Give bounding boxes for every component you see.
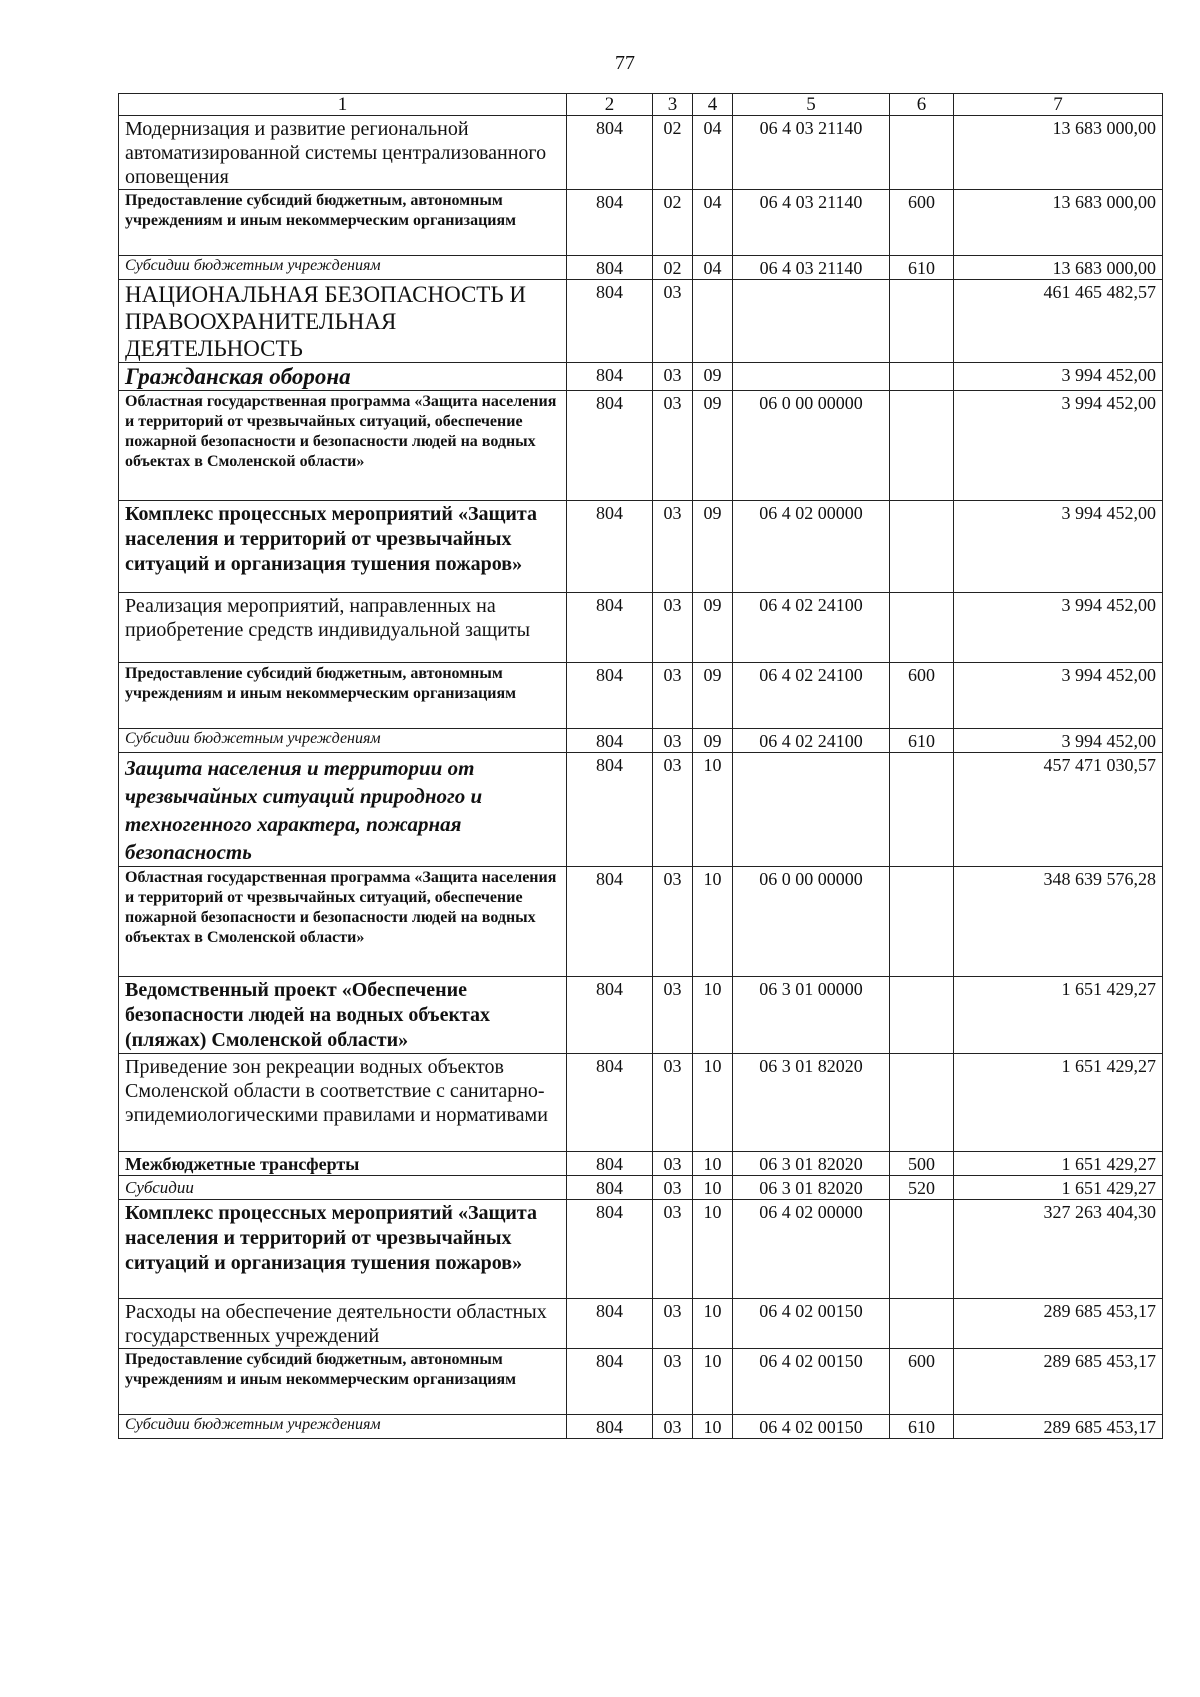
expense-type-code	[890, 977, 954, 1054]
amount: 13 683 000,00	[954, 256, 1163, 280]
table-row	[119, 1349, 1163, 1415]
column-number: 6	[890, 94, 954, 116]
section-code: 02	[653, 190, 693, 256]
section-code: 03	[653, 501, 693, 593]
column-number-row	[119, 94, 1163, 116]
amount: 3 994 452,00	[954, 501, 1163, 593]
table-row	[119, 663, 1163, 729]
target-article-code: 06 3 01 82020	[733, 1152, 890, 1176]
ministry-code: 804	[567, 729, 653, 753]
section-code: 02	[653, 116, 693, 190]
amount: 461 465 482,57	[954, 280, 1163, 363]
expense-type-code	[890, 116, 954, 190]
expense-type-code	[890, 867, 954, 977]
ministry-code: 804	[567, 256, 653, 280]
amount: 13 683 000,00	[954, 190, 1163, 256]
ministry-code: 804	[567, 1299, 653, 1349]
ministry-code: 804	[567, 1200, 653, 1299]
table-row	[119, 1176, 1163, 1200]
amount: 13 683 000,00	[954, 116, 1163, 190]
target-article-code: 06 4 02 24100	[733, 593, 890, 663]
section-code: 03	[653, 363, 693, 391]
table-row	[119, 280, 1163, 363]
table-row	[119, 977, 1163, 1054]
ministry-code: 804	[567, 280, 653, 363]
amount: 3 994 452,00	[954, 363, 1163, 391]
subsection-code: 10	[693, 1415, 733, 1439]
section-code: 03	[653, 593, 693, 663]
subsection-code: 09	[693, 391, 733, 501]
ministry-code: 804	[567, 363, 653, 391]
section-code: 03	[653, 280, 693, 363]
subsection-code: 09	[693, 663, 733, 729]
expense-type-code: 500	[890, 1152, 954, 1176]
row-name: Субсидии бюджетным учреждениям	[119, 1415, 567, 1439]
section-code: 03	[653, 1349, 693, 1415]
amount: 1 651 429,27	[954, 1054, 1163, 1152]
subsection-code: 09	[693, 501, 733, 593]
subsection-code: 10	[693, 867, 733, 977]
expense-type-code: 610	[890, 256, 954, 280]
table-row	[119, 256, 1163, 280]
row-name: Реализация мероприятий, направленных на приобретение средств индивидуальной защиты	[119, 593, 567, 663]
row-name: Модернизация и развитие региональной автоматизированной системы централизованного оповещения	[119, 116, 567, 190]
table-row	[119, 1200, 1163, 1299]
table-row	[119, 1054, 1163, 1152]
subsection-code	[693, 280, 733, 363]
subsection-code: 10	[693, 1152, 733, 1176]
expense-type-code: 520	[890, 1176, 954, 1200]
subsection-code: 10	[693, 1200, 733, 1299]
column-number: 1	[119, 94, 567, 116]
target-article-code: 06 4 02 00000	[733, 1200, 890, 1299]
expense-type-code	[890, 363, 954, 391]
target-article-code: 06 4 03 21140	[733, 190, 890, 256]
target-article-code	[733, 753, 890, 867]
row-name: Комплекс процессных мероприятий «Защита населения и территорий от чрезвычайных ситуаций и организация тушения пожаров»	[119, 501, 567, 593]
subsection-code: 10	[693, 1054, 733, 1152]
row-name: Субсидии	[119, 1176, 567, 1200]
subsection-code: 10	[693, 1349, 733, 1415]
target-article-code: 06 4 02 00150	[733, 1349, 890, 1415]
section-code: 03	[653, 1054, 693, 1152]
ministry-code: 804	[567, 1054, 653, 1152]
ministry-code: 804	[567, 391, 653, 501]
expense-type-code: 610	[890, 1415, 954, 1439]
ministry-code: 804	[567, 753, 653, 867]
row-name: Субсидии бюджетным учреждениям	[119, 729, 567, 753]
ministry-code: 804	[567, 501, 653, 593]
expense-type-code: 600	[890, 663, 954, 729]
target-article-code: 06 0 00 00000	[733, 391, 890, 501]
row-name: Областная государственная программа «Защита населения и территорий от чрезвычайных ситуаций, обеспечение пожарной безопасности и безопасности людей на водных объектах в Смоленской области»	[119, 867, 567, 977]
section-code: 03	[653, 663, 693, 729]
expense-type-code: 610	[890, 729, 954, 753]
expense-type-code: 600	[890, 1349, 954, 1415]
ministry-code: 804	[567, 663, 653, 729]
target-article-code: 06 0 00 00000	[733, 867, 890, 977]
ministry-code: 804	[567, 1152, 653, 1176]
row-name: Областная государственная программа «Защита населения и территорий от чрезвычайных ситуаций, обеспечение пожарной безопасности и безопасности людей на водных объектах в Смоленской области»	[119, 391, 567, 501]
row-name: Комплекс процессных мероприятий «Защита населения и территорий от чрезвычайных ситуаций и организация тушения пожаров»	[119, 1200, 567, 1299]
expense-type-code	[890, 280, 954, 363]
amount: 348 639 576,28	[954, 867, 1163, 977]
target-article-code: 06 4 02 24100	[733, 729, 890, 753]
target-article-code: 06 3 01 82020	[733, 1176, 890, 1200]
ministry-code: 804	[567, 593, 653, 663]
table-row	[119, 391, 1163, 501]
table-row	[119, 593, 1163, 663]
row-name: Предоставление субсидий бюджетным, автономным учреждениям и иным некоммерческим организациям	[119, 663, 567, 729]
ministry-code: 804	[567, 1415, 653, 1439]
row-name: Межбюджетные трансферты	[119, 1152, 567, 1176]
section-code: 03	[653, 1176, 693, 1200]
table-row	[119, 1299, 1163, 1349]
section-code: 03	[653, 977, 693, 1054]
expense-type-code	[890, 1200, 954, 1299]
subsection-code: 04	[693, 116, 733, 190]
ministry-code: 804	[567, 977, 653, 1054]
subsection-code: 09	[693, 363, 733, 391]
table-row	[119, 1152, 1163, 1176]
page-number: 77	[615, 52, 635, 74]
section-code: 03	[653, 391, 693, 501]
target-article-code	[733, 363, 890, 391]
subsection-code: 04	[693, 256, 733, 280]
column-number: 7	[954, 94, 1163, 116]
table-row	[119, 867, 1163, 977]
section-code: 03	[653, 1415, 693, 1439]
target-article-code: 06 4 03 21140	[733, 116, 890, 190]
target-article-code: 06 3 01 00000	[733, 977, 890, 1054]
amount: 3 994 452,00	[954, 663, 1163, 729]
table-row	[119, 753, 1163, 867]
expense-type-code	[890, 753, 954, 867]
target-article-code: 06 4 02 00150	[733, 1415, 890, 1439]
section-code: 03	[653, 753, 693, 867]
section-code: 03	[653, 1152, 693, 1176]
expense-type-code	[890, 1054, 954, 1152]
subsection-code: 09	[693, 729, 733, 753]
row-name: Расходы на обеспечение деятельности областных государственных учреждений	[119, 1299, 567, 1349]
column-number: 3	[653, 94, 693, 116]
subsection-code: 10	[693, 977, 733, 1054]
row-name: Ведомственный проект «Обеспечение безопасности людей на водных объектах (пляжах) Смоленской области»	[119, 977, 567, 1054]
subsection-code: 04	[693, 190, 733, 256]
column-number: 5	[733, 94, 890, 116]
amount: 1 651 429,27	[954, 1176, 1163, 1200]
amount: 1 651 429,27	[954, 977, 1163, 1054]
subsection-code: 10	[693, 753, 733, 867]
target-article-code: 06 3 01 82020	[733, 1054, 890, 1152]
subsection-code: 10	[693, 1176, 733, 1200]
amount: 289 685 453,17	[954, 1415, 1163, 1439]
section-code: 03	[653, 729, 693, 753]
ministry-code: 804	[567, 867, 653, 977]
section-code: 03	[653, 1200, 693, 1299]
ministry-code: 804	[567, 1176, 653, 1200]
section-code: 02	[653, 256, 693, 280]
column-number: 2	[567, 94, 653, 116]
budget-table	[118, 93, 1163, 1439]
row-name: НАЦИОНАЛЬНАЯ БЕЗОПАСНОСТЬ И ПРАВООХРАНИТЕЛЬНАЯ ДЕЯТЕЛЬНОСТЬ	[119, 280, 567, 363]
table-row	[119, 116, 1163, 190]
expense-type-code	[890, 1299, 954, 1349]
target-article-code: 06 4 02 24100	[733, 663, 890, 729]
target-article-code: 06 4 02 00000	[733, 501, 890, 593]
amount: 3 994 452,00	[954, 391, 1163, 501]
expense-type-code: 600	[890, 190, 954, 256]
target-article-code	[733, 280, 890, 363]
row-name: Гражданская оборона	[119, 363, 567, 391]
amount: 3 994 452,00	[954, 593, 1163, 663]
row-name: Защита населения и территории от чрезвычайных ситуаций природного и техногенного характера, пожарная безопасность	[119, 753, 567, 867]
expense-type-code	[890, 593, 954, 663]
ministry-code: 804	[567, 116, 653, 190]
ministry-code: 804	[567, 190, 653, 256]
table-row	[119, 729, 1163, 753]
column-number: 4	[693, 94, 733, 116]
row-name: Предоставление субсидий бюджетным, автономным учреждениям и иным некоммерческим организациям	[119, 190, 567, 256]
target-article-code: 06 4 02 00150	[733, 1299, 890, 1349]
row-name: Приведение зон рекреации водных объектов Смоленской области в соответствие с санитарно-эпидемиологическими правилами и нормативами	[119, 1054, 567, 1152]
expense-type-code	[890, 501, 954, 593]
table-row	[119, 190, 1163, 256]
amount: 3 994 452,00	[954, 729, 1163, 753]
amount: 457 471 030,57	[954, 753, 1163, 867]
table-row	[119, 1415, 1163, 1439]
section-code: 03	[653, 867, 693, 977]
table-row	[119, 501, 1163, 593]
ministry-code: 804	[567, 1349, 653, 1415]
row-name: Предоставление субсидий бюджетным, автономным учреждениям и иным некоммерческим организациям	[119, 1349, 567, 1415]
amount: 327 263 404,30	[954, 1200, 1163, 1299]
subsection-code: 10	[693, 1299, 733, 1349]
table-row	[119, 363, 1163, 391]
subsection-code: 09	[693, 593, 733, 663]
section-code: 03	[653, 1299, 693, 1349]
amount: 289 685 453,17	[954, 1349, 1163, 1415]
amount: 289 685 453,17	[954, 1299, 1163, 1349]
expense-type-code	[890, 391, 954, 501]
row-name: Субсидии бюджетным учреждениям	[119, 256, 567, 280]
amount: 1 651 429,27	[954, 1152, 1163, 1176]
target-article-code: 06 4 03 21140	[733, 256, 890, 280]
